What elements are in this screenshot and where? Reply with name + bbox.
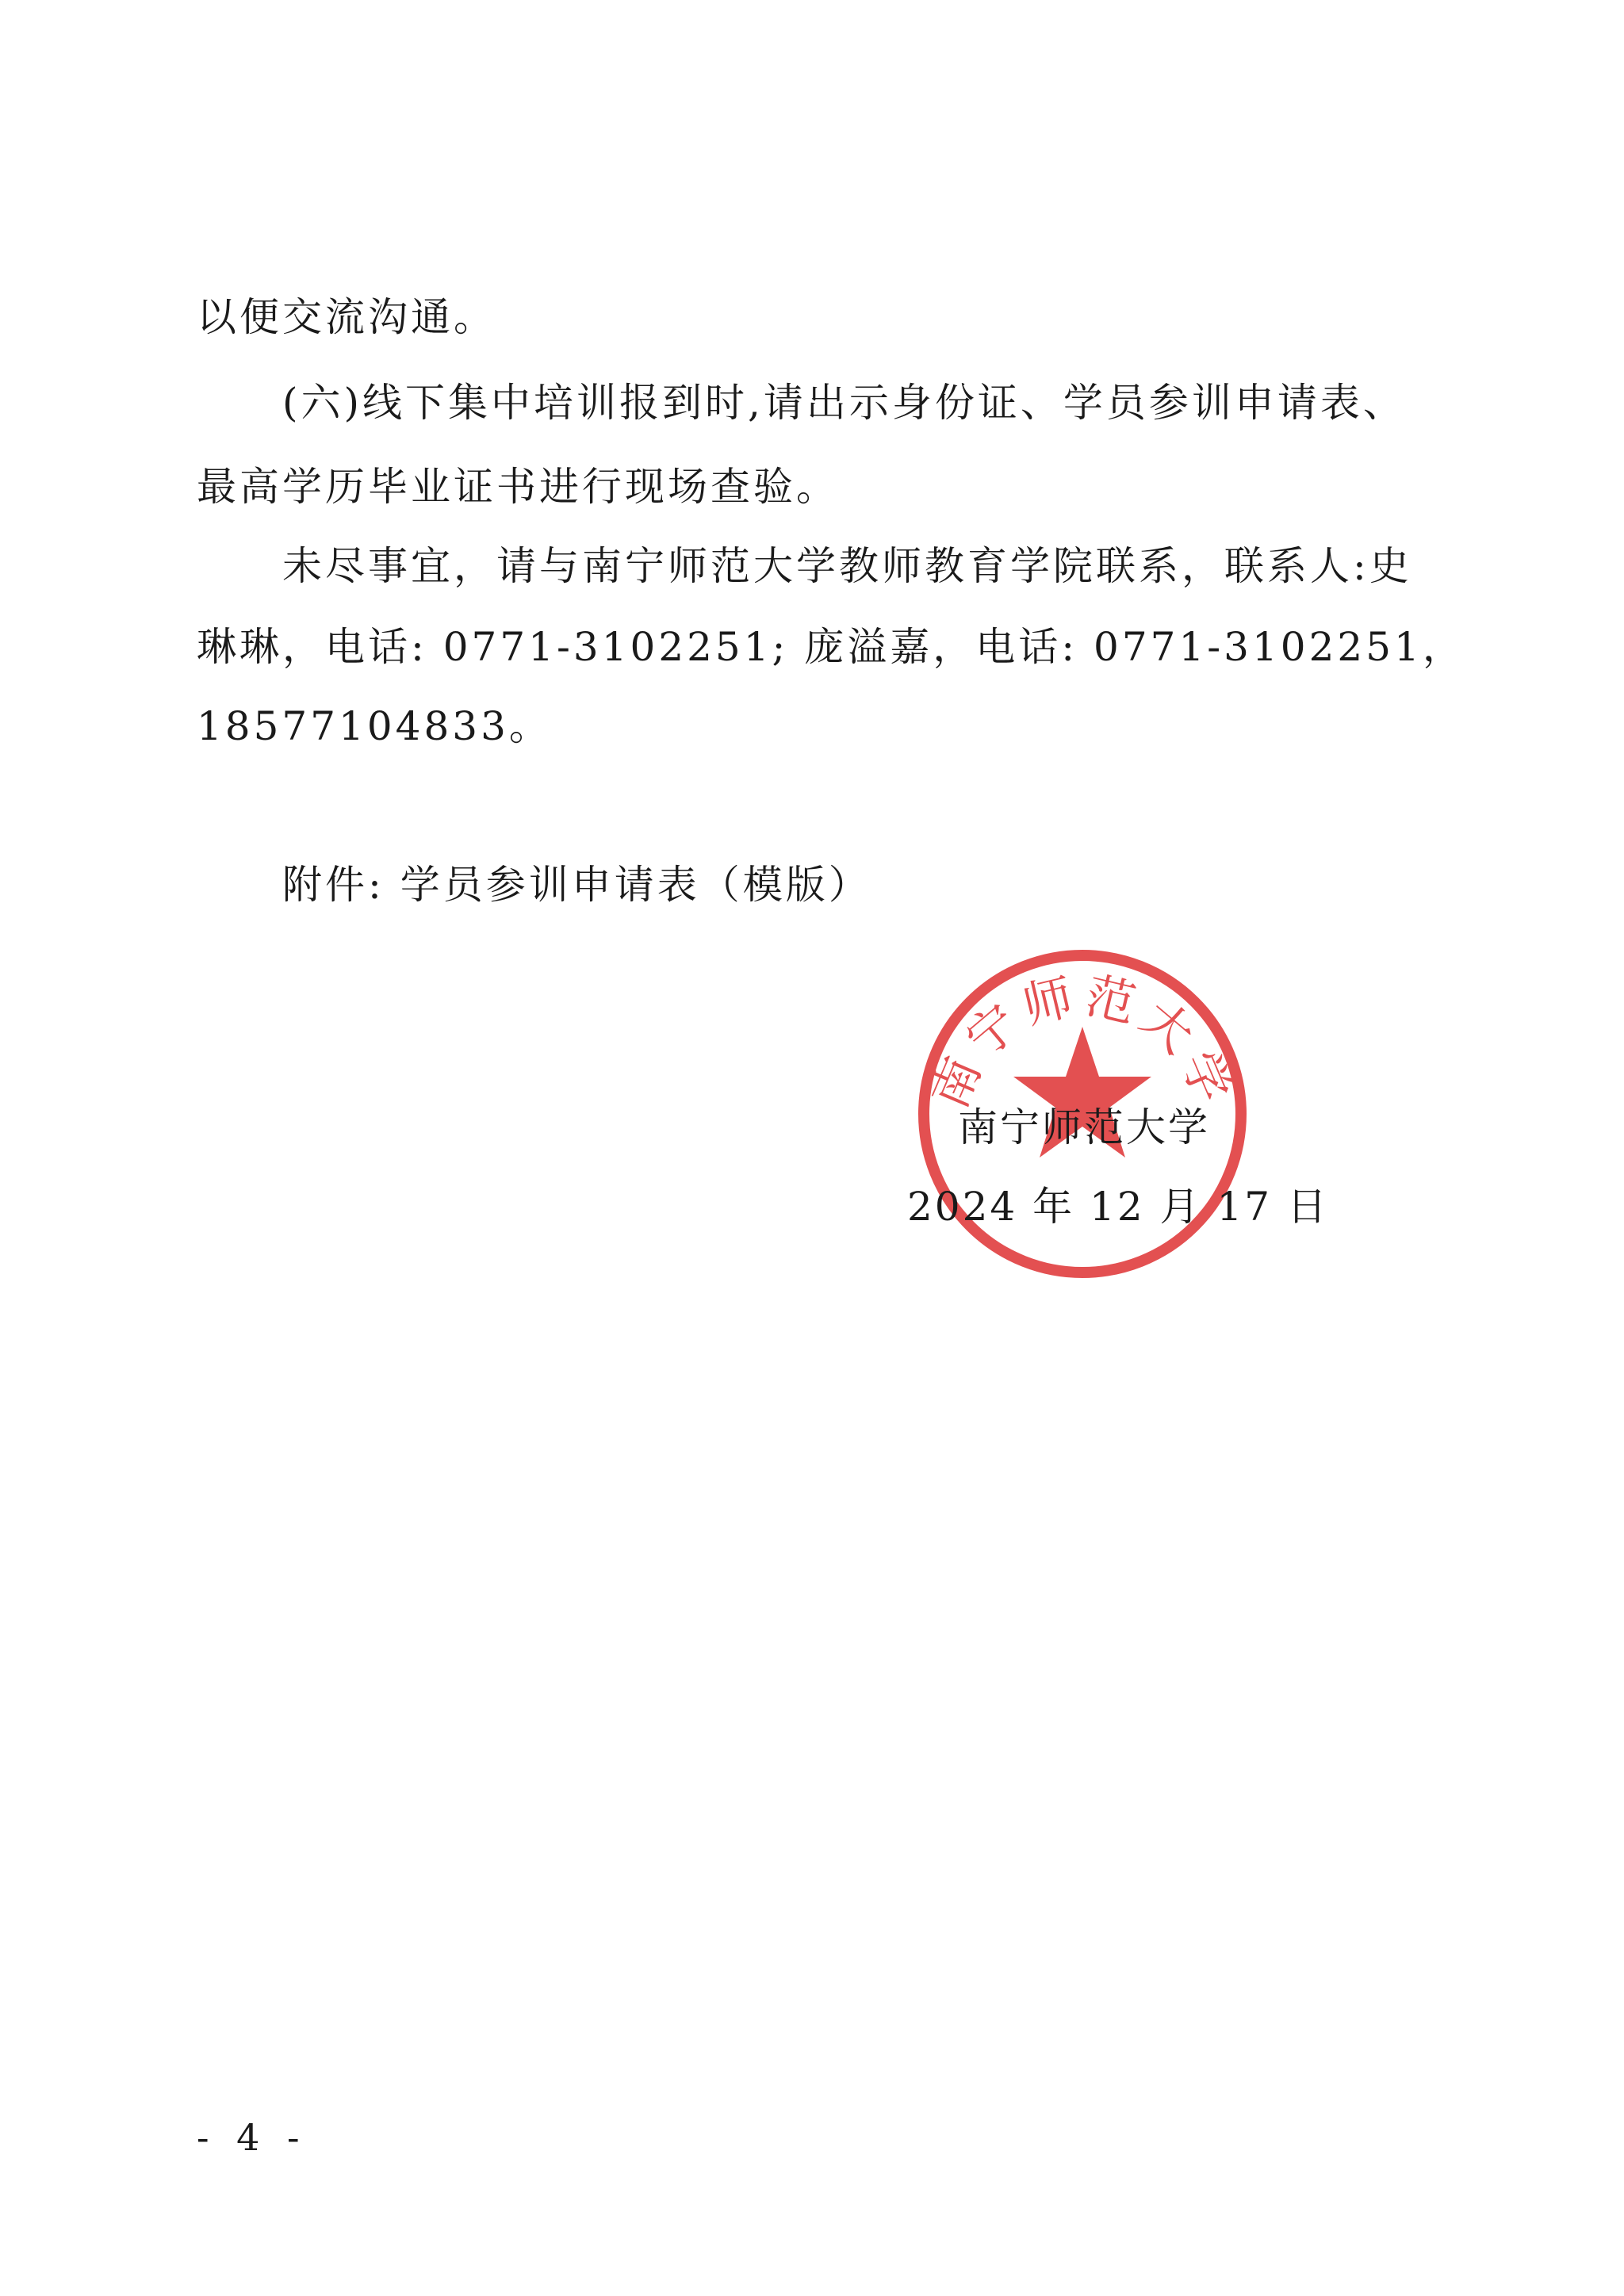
- page-number: - 4 -: [197, 2116, 308, 2159]
- body-line-4: 未尽事宜，请与南宁师范大学教师教育学院联系，联系人:史: [282, 543, 1412, 589]
- signature-date: 2024 年 12 月 17 日: [907, 1184, 1329, 1230]
- body-line-2: (六)线下集中培训报到时,请出示身份证、学员参训申请表、: [282, 380, 1406, 426]
- attachment-line: 附件: 学员参训申请表（模版）: [282, 862, 871, 908]
- body-line-6: 18577104833。: [197, 703, 552, 749]
- body-line-3: 最高学历毕业证书进行现场查验。: [197, 464, 839, 510]
- signature-organization: 南宁师范大学: [958, 1104, 1210, 1150]
- seal-arc-text: 南宁师范大学: [919, 966, 1246, 1117]
- body-line-5: 琳琳，电话: 0771-3102251; 庞溢嘉，电话: 0771-3102251，: [197, 624, 1465, 670]
- body-line-1: 以便交流沟通。: [197, 294, 496, 340]
